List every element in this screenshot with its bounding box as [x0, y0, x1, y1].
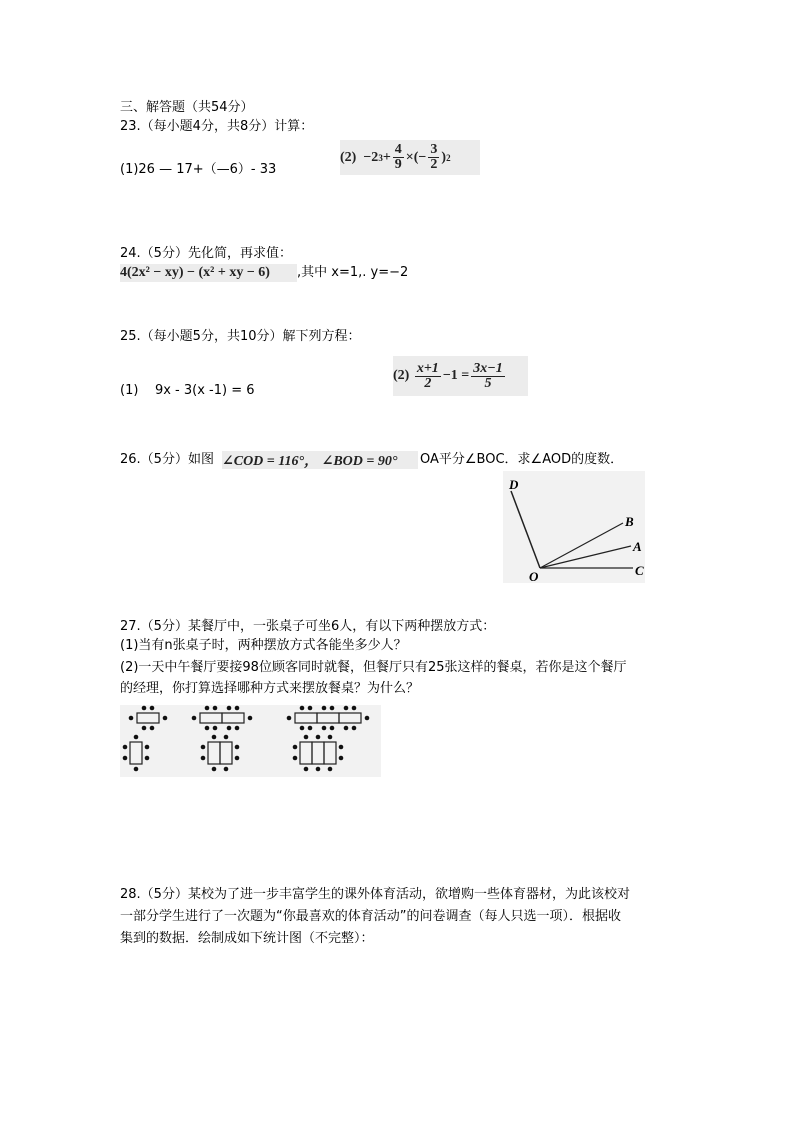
table-rect	[130, 742, 142, 764]
term: −2	[363, 149, 379, 165]
angle-diagram	[503, 471, 645, 583]
seat-dot	[205, 726, 210, 731]
table-rect	[339, 713, 361, 723]
q28-line3: 集到的数据．绘制成如下统计图（不完整）：	[120, 931, 374, 946]
seat-dot	[134, 767, 139, 772]
seat-dot	[213, 706, 218, 711]
q27-stem: 27.（5分）某餐厅中，一张桌子可坐6人，有以下两种摆放方式：	[120, 619, 496, 634]
table-rect	[208, 742, 220, 764]
seat-dot	[142, 726, 147, 731]
q23-part2-formula	[340, 140, 480, 175]
table-rect	[295, 713, 317, 723]
seat-dot	[316, 735, 321, 740]
table-rect	[312, 742, 324, 764]
q25-part1	[120, 382, 255, 400]
seat-dot	[316, 767, 321, 772]
seat-dot	[330, 726, 335, 731]
q27-part1: (1)当有n张桌子时，两种摆放方式各能坐多少人？	[120, 638, 407, 653]
q26-prefix: 26.（5分）如图	[120, 452, 214, 467]
q24-condition: ,其中 x=1,. y=−2	[297, 265, 409, 280]
den: 2	[430, 157, 438, 172]
num: 4	[394, 142, 402, 157]
seat-dot	[248, 716, 253, 721]
seat-dot	[201, 745, 206, 750]
op: −1 =	[442, 368, 470, 383]
q28-line2: 一部分学生进行了一次题为“你最喜欢的体育活动”的问卷调查（每人只选一项）．根据收	[120, 909, 621, 924]
q23-stem: 23.（每小题4分，共8分）计算：	[120, 119, 314, 134]
seat-dot	[227, 726, 232, 731]
num: 3x−1	[473, 360, 503, 376]
label: (2)	[393, 368, 410, 383]
seat-dot	[235, 726, 240, 731]
seat-dot	[213, 726, 218, 731]
seat-dot	[328, 735, 333, 740]
seat-dot	[330, 706, 335, 711]
seat-dot	[235, 756, 240, 761]
table-arrangement-figure	[120, 705, 381, 777]
seat-dot	[293, 745, 298, 750]
seat-dot	[287, 716, 292, 721]
seat-dot	[129, 716, 134, 721]
seat-dot	[145, 756, 150, 761]
q28-line1: 28.（5分）某校为了进一步丰富学生的课外体育活动，欲增购一些体育器材，为此该校对	[120, 887, 630, 902]
exp: 3	[378, 152, 383, 163]
seat-dot	[235, 706, 240, 711]
fraction	[428, 143, 439, 172]
seat-dot	[308, 726, 313, 731]
seat-dot	[142, 706, 147, 711]
seat-dot	[212, 735, 217, 740]
table-rect	[317, 713, 339, 723]
seat-dot	[352, 726, 357, 731]
label-d: D	[509, 477, 519, 492]
label-a: A	[633, 539, 642, 554]
label-o: O	[529, 569, 539, 583]
seat-dot	[344, 706, 349, 711]
seat-dot	[205, 706, 210, 711]
seat-dot	[328, 767, 333, 772]
seat-dot	[322, 706, 327, 711]
seat-dot	[304, 735, 309, 740]
op: +	[382, 149, 391, 165]
seat-dot	[150, 726, 155, 731]
seat-dot	[145, 745, 150, 750]
seat-dot	[308, 706, 313, 711]
fraction	[471, 362, 504, 391]
fraction	[393, 143, 404, 172]
seat-dot	[300, 726, 305, 731]
seat-dot	[201, 756, 206, 761]
label: (1)	[120, 383, 139, 398]
equation: 9x - 3(x -1) = 6	[154, 383, 255, 398]
label-b: B	[625, 514, 634, 529]
q27-part2-line1: (2)一天中午餐厅要接98位顾客同时就餐，但餐厅只有25张这样的餐桌，若你是这个餐厅	[120, 660, 627, 675]
paren: )	[441, 149, 447, 165]
table-rect	[222, 713, 244, 723]
q24-stem: 24.（5分）先化简，再求值：	[120, 246, 292, 261]
section-title: 三、解答题（共54分）	[120, 100, 254, 115]
seat-dot	[212, 767, 217, 772]
q25-stem: 25.（每小题5分，共10分）解下列方程：	[120, 329, 361, 344]
seat-dot	[304, 767, 309, 772]
seat-dot	[150, 706, 155, 711]
label: (2)	[340, 149, 357, 165]
den: 2	[424, 375, 432, 391]
seat-dot	[163, 716, 168, 721]
table-rect	[324, 742, 336, 764]
table-rect	[220, 742, 232, 764]
seat-dot	[235, 745, 240, 750]
exp: 2	[446, 152, 451, 163]
seat-dot	[123, 745, 128, 750]
seat-dot	[339, 745, 344, 750]
num: x+1	[416, 360, 439, 376]
seat-dot	[227, 706, 232, 711]
den: 9	[394, 157, 402, 172]
q26-suffix: OA平分∠BOC．求∠AOD的度数．	[420, 452, 624, 467]
table-rect	[300, 742, 312, 764]
label-c: C	[635, 563, 644, 578]
seat-dot	[339, 756, 344, 761]
op: ×(−	[405, 149, 427, 165]
seat-dot	[344, 726, 349, 731]
seat-dot	[224, 735, 229, 740]
q27-part2-line2: 的经理，你打算选择哪种方式来摆放餐桌？为什么？	[120, 681, 420, 696]
table-rect	[137, 713, 159, 723]
den: 5	[484, 375, 492, 391]
table-arrangement-diagram	[120, 705, 381, 777]
seat-dot	[224, 767, 229, 772]
q23-part1: (1)26 — 17+（—6）- 33	[120, 162, 277, 177]
seat-dot	[123, 756, 128, 761]
q25-part2-formula	[393, 356, 528, 396]
num: 3	[430, 142, 438, 157]
q24-formula: 4(2x² − xy) − (x² + xy − 6)	[120, 264, 297, 282]
seat-dot	[365, 716, 370, 721]
table-rect	[200, 713, 222, 723]
seat-dot	[322, 726, 327, 731]
seat-dot	[293, 756, 298, 761]
seat-dot	[300, 706, 305, 711]
seat-dot	[192, 716, 197, 721]
angle-figure	[503, 471, 645, 583]
seat-dot	[352, 706, 357, 711]
fraction	[415, 362, 441, 391]
q26-formula: ∠COD = 116°， ∠BOD = 90°	[222, 451, 418, 469]
seat-dot	[134, 735, 139, 740]
